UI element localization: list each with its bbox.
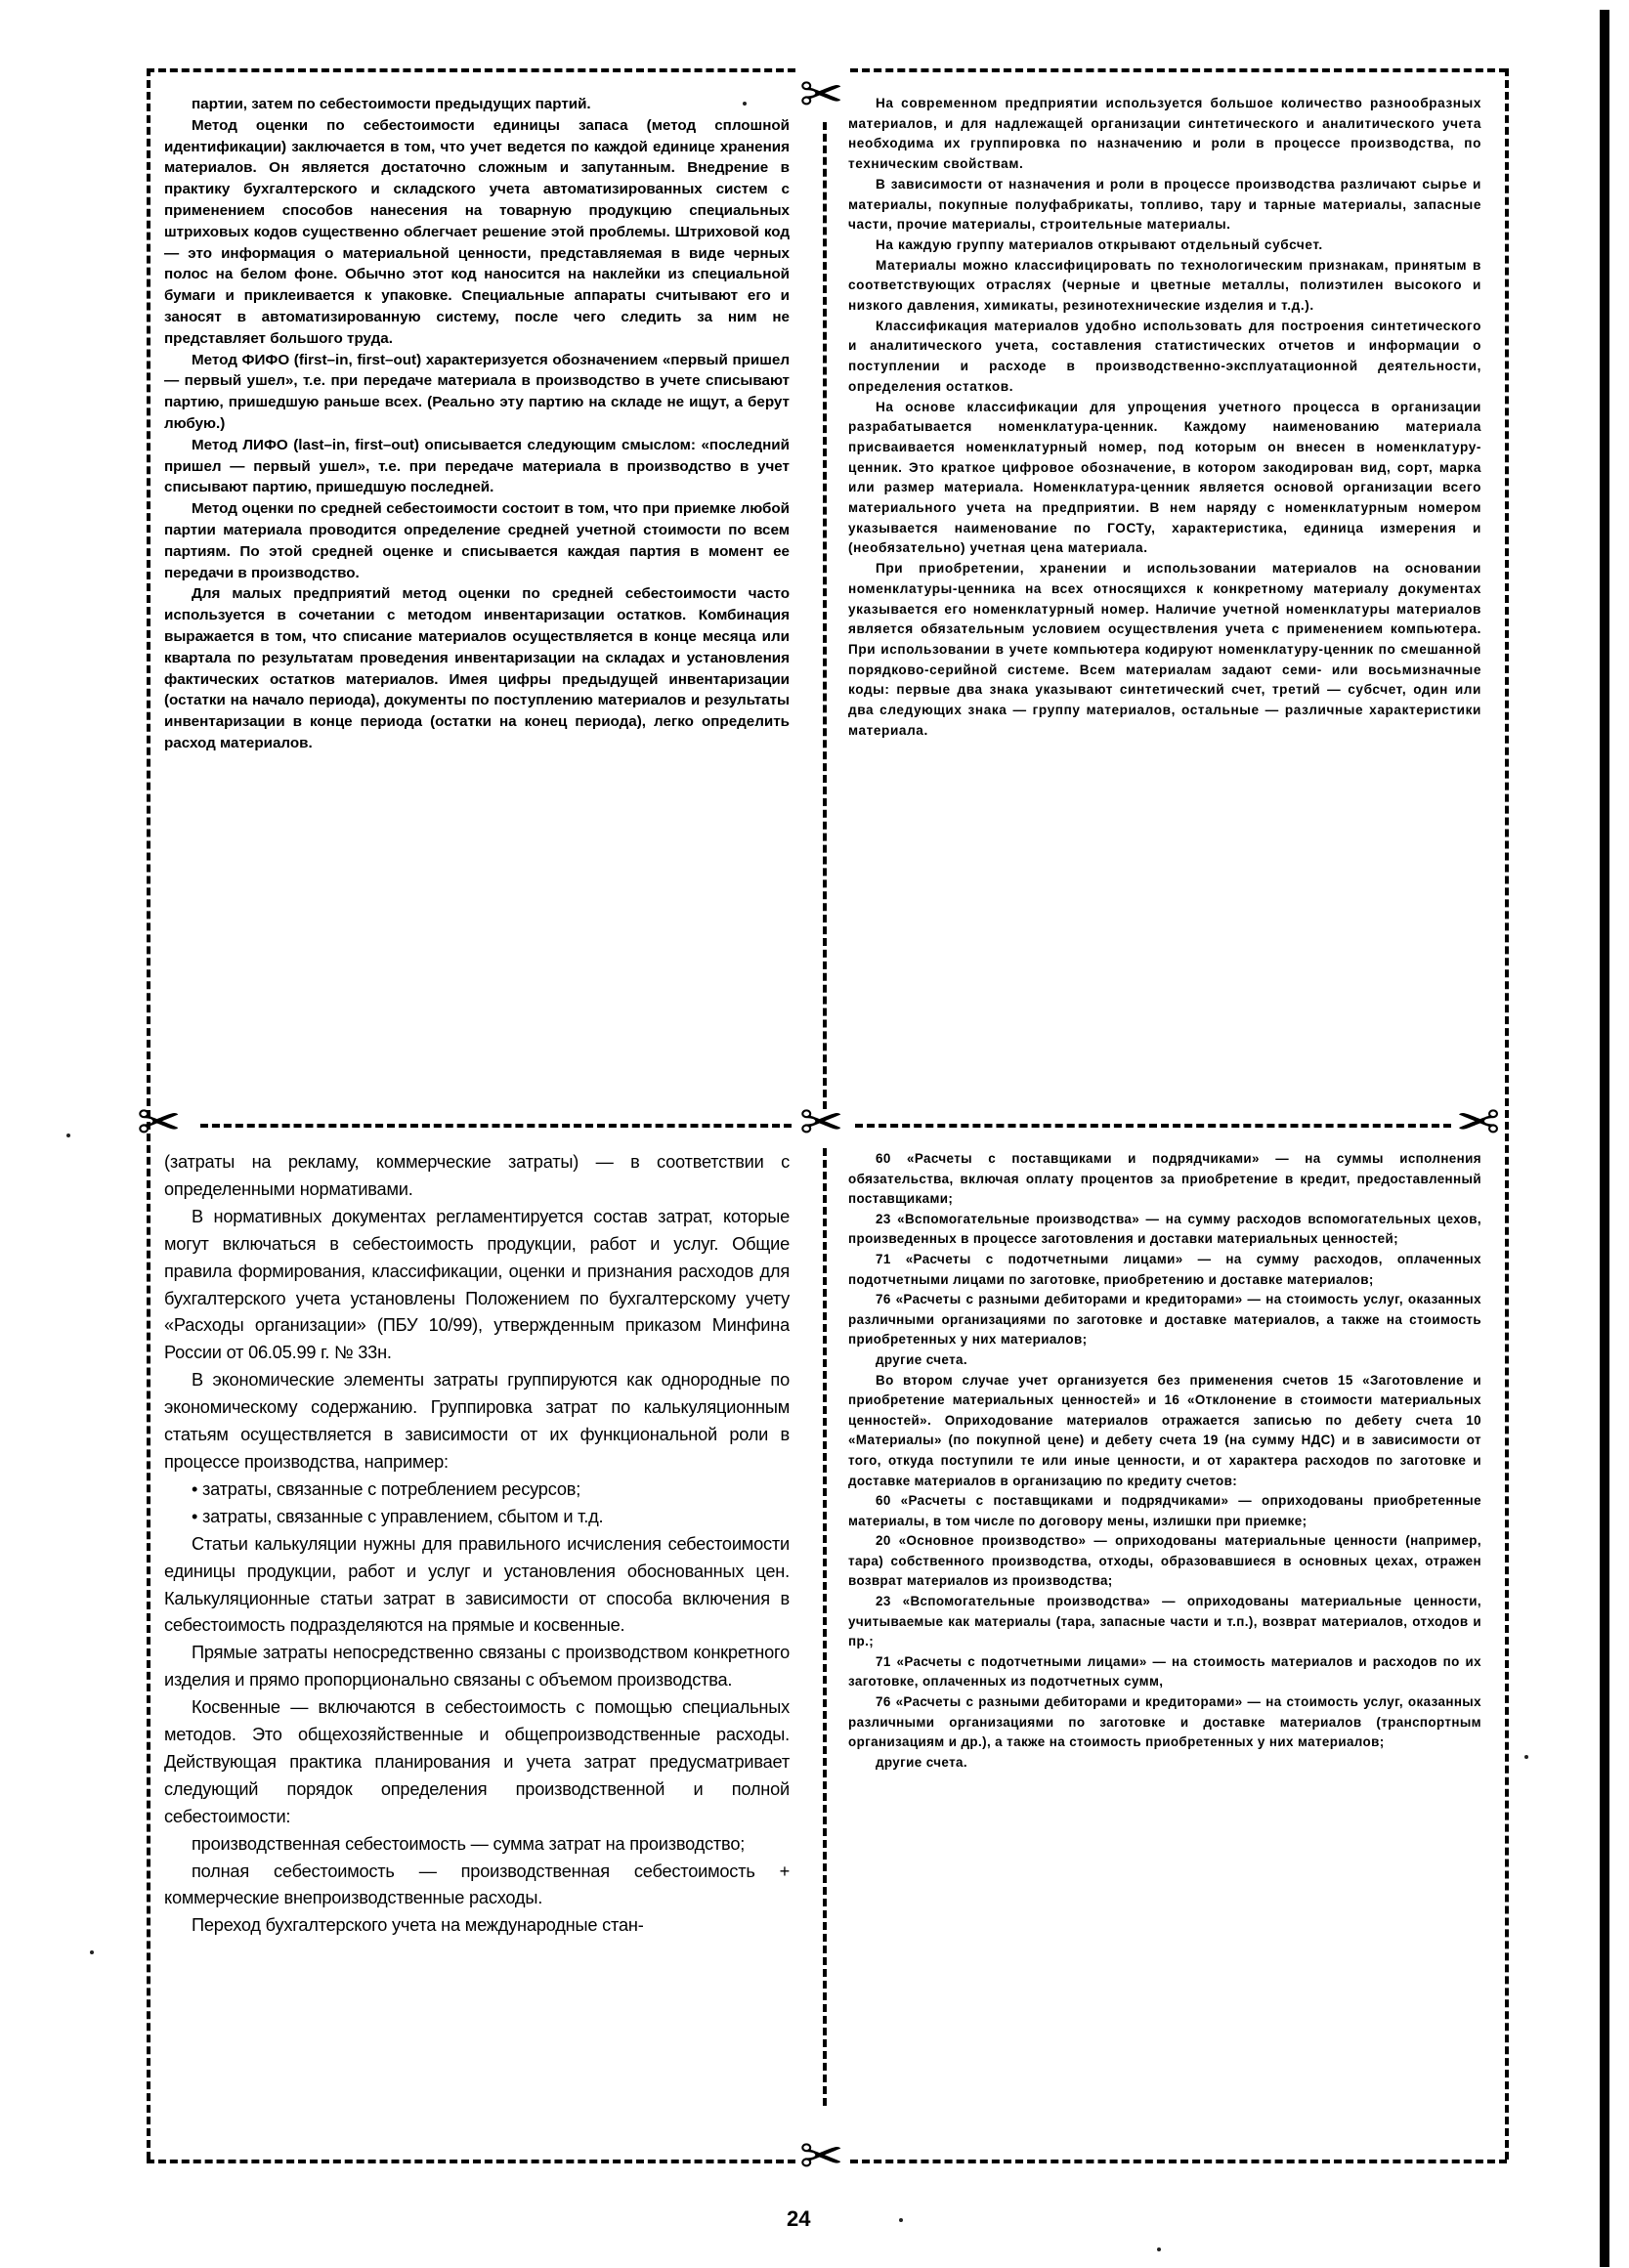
paragraph: Метод оценки по себестоимости единицы запаса (метод сплошной идентификации) заключается в том, что учет ведется по каждой единице хранения материалов. Он является достаточно сложным и запутанным. Внедрение в практику бухгалтерского и складского учета автоматизированных систем с применением способов нанесения на товарную продукцию специальных штриховых кодов существенно облегчает решение этой проблемы. Штриховой код — это информация о материальной ценности, представляемая в виде черных полос на белом фоне. Обычно этот код наносится на наклейки из специальной бумаги и приклеивается к упаковке. Специальные аппараты считывают его и заносят в автоматизированную систему, после чего следить за ним не представляет большого труда. — [164, 116, 790, 347]
scissors-icon: ✂ — [799, 2125, 844, 2187]
paragraph: другие счета. — [876, 1754, 967, 1770]
paragraph: В зависимости от назначения и роли в процессе производства различают сырье и материалы, покупные полуфабрикаты, топливо, тару и тарные материалы, запасные части, прочие материалы, строительные материалы. — [848, 176, 1481, 233]
paragraph: Для малых предприятий метод оценки по средней себестоимости часто используется в сочетании с методом инвентаризации остатков. Комбинация выражается в том, что списание материалов осуществляется в конце месяца или квартала по результатам проведения инвентаризации на складах и установления фактических остатков материалов. Имея цифры предыдущей инвентаризации (остатки на начало периода), документы по поступлению материалов и результаты инвентаризации в конце периода (остатки на конец периода), легко определить расход материалов. — [164, 585, 790, 751]
cut-line-bottom — [147, 2160, 795, 2163]
quadrant-bottom-right — [848, 1149, 1481, 2156]
paragraph: Во втором случае учет организуется без применения счетов 15 «Заготовление и приобретение материальных ценностей» и 16 «Отклонение в стоимости материальных ценностей». Оприходование материалов отражается записью по дебету счета 10 «Материалы» (по покупной цене) и дебету счета 19 (на сумму НДС) и в зависимости от того, откуда поступили те или иные ценности, и от характера расходов по заготовке и доставке материалов в организацию по кредиту счетов: — [848, 1372, 1481, 1488]
paragraph: Метод ФИФО (first–in, first–out) характеризуется обозначением «первый пришел — первый ушел», т.е. при передаче материала в производство в учете списывают партию, пришедшую раньше всех. (Реально эту партию на складе не ищут, а берут любую.) — [164, 351, 790, 432]
paragraph: партии, затем по себестоимости предыдущих партий. — [192, 96, 591, 112]
paragraph: На каждую группу материалов открывают отдельный субсчет. — [876, 236, 1323, 252]
list-item: • затраты, связанные с потреблением ресурсов; — [192, 1478, 581, 1499]
paragraph: 20 «Основное производство» — оприходованы материальные ценности (например, тара) собственного производства, отходы, образовавшиеся в основных цехах, отражен возврат материалов из производства; — [848, 1533, 1481, 1589]
paragraph: При приобретении, хранении и использовании материалов на основании номенклатуры-ценника на всех относящихся к конкретному материалу документах указывается его номенклатурный номер. Наличие учетной номенклатуры материалов является обязательным условием осуществления учета с применением компьютера. При использовании в учете компьютера кодируют номенклатуру-ценник по смешанной порядково-серийной системе. Всем материалам задают семи- или восьмизначные коды: первые два знака указывают синтетический счет, третий — субсчет, один или два следующих знака — группу материалов, остальные — различные характеристики материала. — [848, 561, 1481, 738]
paragraph: производственная себестоимость — сумма затрат на производство; — [192, 1833, 746, 1854]
list-item: • затраты, связанные с управлением, сбытом и т.д. — [192, 1506, 604, 1526]
paragraph: Метод оценки по средней себестоимости состоит в том, что при приемке любой партии материала проводится определение средней учетной стоимости по всем партиям. По этой средней оценке и списывается каждая партия в момент ее передачи в производство. — [164, 500, 790, 581]
cut-line-center-upper — [823, 122, 827, 1109]
paragraph: 71 «Расчеты с подотчетными лицами» — на сумму расходов, оплаченных подотчетными лицами по заготовке, приобретению и доставке материалов; — [848, 1251, 1481, 1287]
paragraph: полная себестоимость — производственная себестоимость + коммерческие внепроизводственные расходы. — [164, 1861, 790, 1908]
paragraph: 76 «Расчеты с разными дебиторами и кредиторами» — на стоимость услуг, оказанных различными организациями по заготовке и доставке материалов (транспортным организациям и др.), а также на стоимость приобретенных у них материалов; — [848, 1694, 1481, 1750]
paragraph: 60 «Расчеты с поставщиками и подрядчиками» — на суммы исполнения обязательства, включая оплату процентов за приобретение в кредит, предоставленный поставщиками; — [848, 1151, 1481, 1207]
scan-speck — [1524, 1755, 1528, 1759]
quadrant-bottom-left — [164, 1149, 790, 2156]
scan-edge — [1600, 10, 1609, 2267]
cut-line-top — [147, 68, 795, 72]
paragraph: 23 «Вспомогательные производства» — на сумму расходов вспомогательных цехов, произведенных в процессе заготовления и доставки материальных ценностей; — [848, 1211, 1481, 1247]
page-number: 24 — [787, 2206, 811, 2231]
scissors-icon: ✂ — [137, 1091, 182, 1153]
scan-speck — [66, 1134, 70, 1137]
scissors-icon: ✂ — [799, 64, 844, 125]
paragraph: Материалы можно классифицировать по технологическим признакам, принятым в соответствующих отраслях (черные и цветные металлы, полиэтилен высокого и низкого давления, химикаты, резинотехнические изделия и т.д.). — [848, 257, 1481, 314]
paragraph: Переход бухгалтерского учета на международные стан- — [192, 1915, 644, 1936]
paragraph: Классификация материалов удобно использовать для построения синтетического и аналитического учета, составления статистических отчетов и информации о поступлении и расходе в производственно-эксплуатационной деятельности, определения остатков. — [848, 318, 1481, 394]
cut-line-center-lower — [823, 1148, 827, 2106]
paragraph: (затраты на рекламу, коммерческие затраты) — в соответствии с определенными нормативами. — [164, 1152, 790, 1199]
quadrant-top-right — [848, 94, 1481, 1100]
scan-speck — [899, 2218, 903, 2222]
paragraph: Статьи калькуляции нужны для правильного исчисления себестоимости единицы продукции, работ и услуг и установления обоснованных цен. Калькуляционные статьи затрат в зависимости от способа включения в себестоимость подразделяются на прямые и косвенные. — [164, 1533, 790, 1636]
paragraph: Метод ЛИФО (last–in, first–out) описывается следующим смыслом: «последний пришел — первый ушел», т.е. при передаче материала в производство в учет списывают партию, пришедшую последней. — [164, 436, 790, 496]
quadrant-top-left — [164, 94, 790, 1100]
paragraph: Прямые затраты непосредственно связаны с производством конкретного изделия и прямо пропорционально связаны с объемом производства. — [164, 1643, 790, 1690]
paragraph: В нормативных документах регламентируется состав затрат, которые могут включаться в себестоимость продукции, работ и услуг. Общие правила формирования, классификации, оценки и признания расходов для бухгалтерского учета установлены Положением по бухгалтерскому учету «Расходы организации» (ПБУ 10/99), утвержденным приказом Минфина России от 06.05.99 г. № 33н. — [164, 1206, 790, 1363]
cut-line-middle-left — [200, 1124, 792, 1128]
paragraph: На основе классификации для упрощения учетного процесса в организации разрабатывается номенклатура-ценник. Каждому наименованию материала присваивается номенклатурный номер, под которым он внесен в номенклатуру-ценник. Это краткое цифровое обозначение, в котором закодирован вид, сорт, марка или размер материала. Номенклатура-ценник является основой организации всего материального учета на предприятии. В нем наряду с номенклатурным номером указывается наименование по ГОСТу, характеристика, единица измерения и (необязательно) учетная цена материала. — [848, 399, 1481, 556]
cut-line-middle-right — [855, 1124, 1451, 1128]
paragraph: 23 «Вспомогательные производства» — оприходованы материальные ценности, учитываемые как материалы (тара, запасные части и т.п.), возврат материалов, отходов и пр.; — [848, 1594, 1481, 1649]
scan-speck — [90, 1950, 94, 1954]
paragraph: Косвенные — включаются в себестоимость с помощью специальных методов. Это общехозяйственные и общепроизводственные расходы. Действующая практика планирования и учета затрат предусматривает следующий порядок определения производственной и полной себестоимости: — [164, 1697, 790, 1826]
scan-speck — [1157, 2247, 1161, 2251]
paragraph: На современном предприятии используется большое количество разнообразных материалов, и для надлежащей организации синтетического и аналитического учета необходима их группировка по назначению и роли в процессе производства, по техническим свойствам. — [848, 96, 1481, 172]
cut-line-right — [1505, 68, 1509, 2160]
paragraph: другие счета. — [876, 1351, 967, 1367]
scan-speck — [743, 102, 747, 106]
paragraph: В экономические элементы затраты группируются как однородные по экономическому содержанию. Группировка затрат по калькуляционным статьям осуществляется в зависимости от их функциональной роли в процессе производства, например: — [164, 1370, 790, 1472]
paragraph: 60 «Расчеты с поставщиками и подрядчиками» — оприходованы приобретенные материалы, в том числе по договору мены, излишки при приемке; — [848, 1493, 1481, 1528]
cut-line-top-right — [850, 68, 1507, 72]
paragraph: 76 «Расчеты с разными дебиторами и кредиторами» — на стоимость услуг, оказанных различными организациями по заготовке и доставке материалов, а также на стоимость приобретенных у них материалов; — [848, 1292, 1481, 1348]
cut-line-bottom-right — [850, 2160, 1507, 2163]
paragraph: 71 «Расчеты с подотчетными лицами» — на стоимость материалов и расходов по их заготовке, оплаченных из подотчетных сумм, — [848, 1653, 1481, 1690]
scissors-icon: ✂ — [799, 1091, 844, 1153]
scissors-icon: ✂ — [1456, 1091, 1501, 1153]
